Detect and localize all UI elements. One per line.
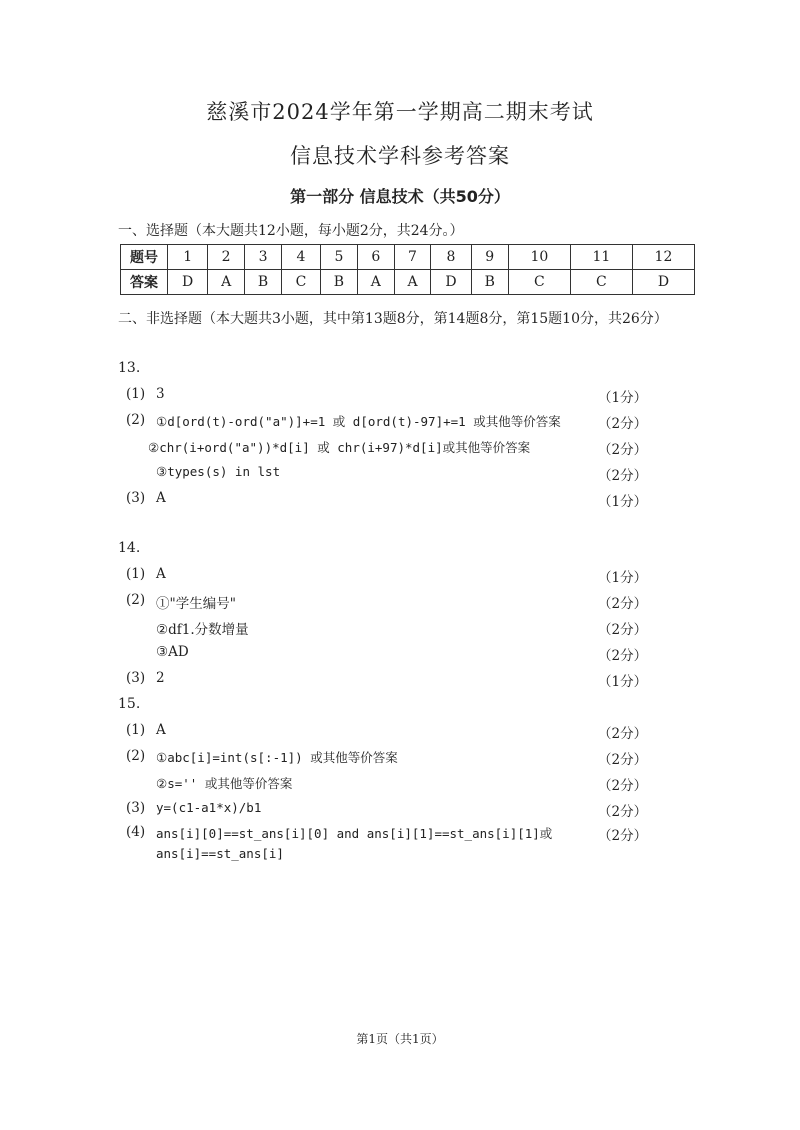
item-score: （2分） [598,778,648,794]
item-answer-continued: ans[i]==st_ans[i] [156,846,284,861]
item-score: （1分） [598,390,648,406]
q13-item-1 [118,386,678,410]
item-answer: A [156,490,166,506]
item-answer: ans[i][0]==st_ans[i][0] and ans[i][1]==st_ans[i][1]或 [156,826,553,841]
item-answer: y=(c1-a1*x)/b1 [156,800,262,815]
question-number: 5 [320,245,357,270]
item-label: (2) [126,592,146,608]
table-row-numbers [121,245,695,270]
row-label-number: 题号 [121,245,168,270]
q15-item-5 [118,824,678,870]
q15-item-4 [118,800,678,824]
section1-heading: 一、选择题（本大题共12小题，每小题2分，共24分。） [118,223,464,239]
item-label: (2) [126,748,146,764]
question-15-number: 15. [118,696,141,712]
item-answer: A [156,722,166,738]
answer-cell: A [358,270,395,295]
answer-cell: C [570,270,632,295]
question-number: 11 [570,245,632,270]
item-label: (3) [126,800,146,816]
question-number: 8 [431,245,471,270]
item-answer: ②chr(i+ord("a"))*d[i] 或 chr(i+97)*d[i]或其他等价答案 [148,440,531,455]
item-score: （2分） [598,596,648,612]
item-score: （1分） [598,674,648,690]
q13-item-4 [118,464,678,488]
answer-cell: B [244,270,281,295]
answer-cell: C [282,270,321,295]
item-score: （2分） [598,648,648,664]
part-heading: 第一部分 信息技术（共50分） [290,187,510,206]
question-number: 9 [471,245,508,270]
exam-title: 慈溪市2024学年第一学期高二期末考试 [206,100,594,124]
item-label: (1) [126,566,146,582]
item-answer: ②df1.分数增量 [156,622,249,638]
item-answer: ②s='' 或其他等价答案 [156,776,293,791]
answer-cell: B [471,270,508,295]
question-number: 2 [208,245,245,270]
answer-cell: A [394,270,431,295]
item-label: (2) [126,412,146,428]
item-score: （2分） [598,622,648,638]
question-13-number: 13. [118,360,141,376]
item-label: (1) [126,722,146,738]
q14-item-3 [118,618,678,642]
question-14-number: 14. [118,540,141,556]
item-score: （1分） [598,494,648,510]
item-label: (3) [126,670,146,686]
item-answer: ③AD [156,644,189,660]
item-answer: 3 [156,386,165,402]
item-score: （2分） [598,726,648,742]
item-score: （2分） [598,416,648,432]
answer-cell: A [208,270,245,295]
question-number: 12 [632,245,694,270]
item-score: （2分） [598,468,648,484]
q14-item-5 [118,670,678,694]
item-label: (3) [126,490,146,506]
q13-item-2 [118,412,678,436]
question-number: 4 [282,245,321,270]
item-score: （1分） [598,570,648,586]
section2-heading: 二、非选择题（本大题共3小题，其中第13题8分，第14题8分，第15题10分，共26分） [118,311,668,327]
item-answer: A [156,566,166,582]
item-score: （2分） [598,804,648,820]
q15-item-2 [118,748,678,772]
q14-item-1 [118,566,678,590]
question-number: 3 [244,245,281,270]
item-answer: 2 [156,670,165,686]
table-row-answers [121,270,695,295]
answer-cell: C [508,270,570,295]
question-number: 10 [508,245,570,270]
q15-item-3 [118,774,678,798]
item-answer: ①"学生编号" [156,596,236,612]
page-footer: 第1页（共1页） [356,1032,444,1046]
item-answer: ①abc[i]=int(s[:-1]) 或其他等价答案 [156,750,398,765]
item-score: （2分） [598,442,648,458]
q15-item-1 [118,722,678,746]
question-number: 1 [168,245,208,270]
q14-item-4 [118,644,678,668]
item-label: (1) [126,386,146,402]
item-score: （2分） [598,828,648,844]
q13-item-3 [118,438,678,462]
answer-cell: D [431,270,471,295]
exam-subtitle: 信息技术学科参考答案 [290,144,510,168]
q14-item-2 [118,592,678,616]
answer-table [120,244,695,295]
item-label: (4) [126,824,146,840]
q13-item-5 [118,490,678,514]
item-answer: ③types(s) in lst [156,464,281,479]
answer-cell: B [320,270,357,295]
item-answer: ①d[ord(t)-ord("a")]+=1 或 d[ord(t)-97]+=1 或其他等价答案 [156,414,561,429]
question-number: 7 [394,245,431,270]
answer-cell: D [168,270,208,295]
item-score: （2分） [598,752,648,768]
question-number: 6 [358,245,395,270]
answer-cell: D [632,270,694,295]
row-label-answer: 答案 [121,270,168,295]
